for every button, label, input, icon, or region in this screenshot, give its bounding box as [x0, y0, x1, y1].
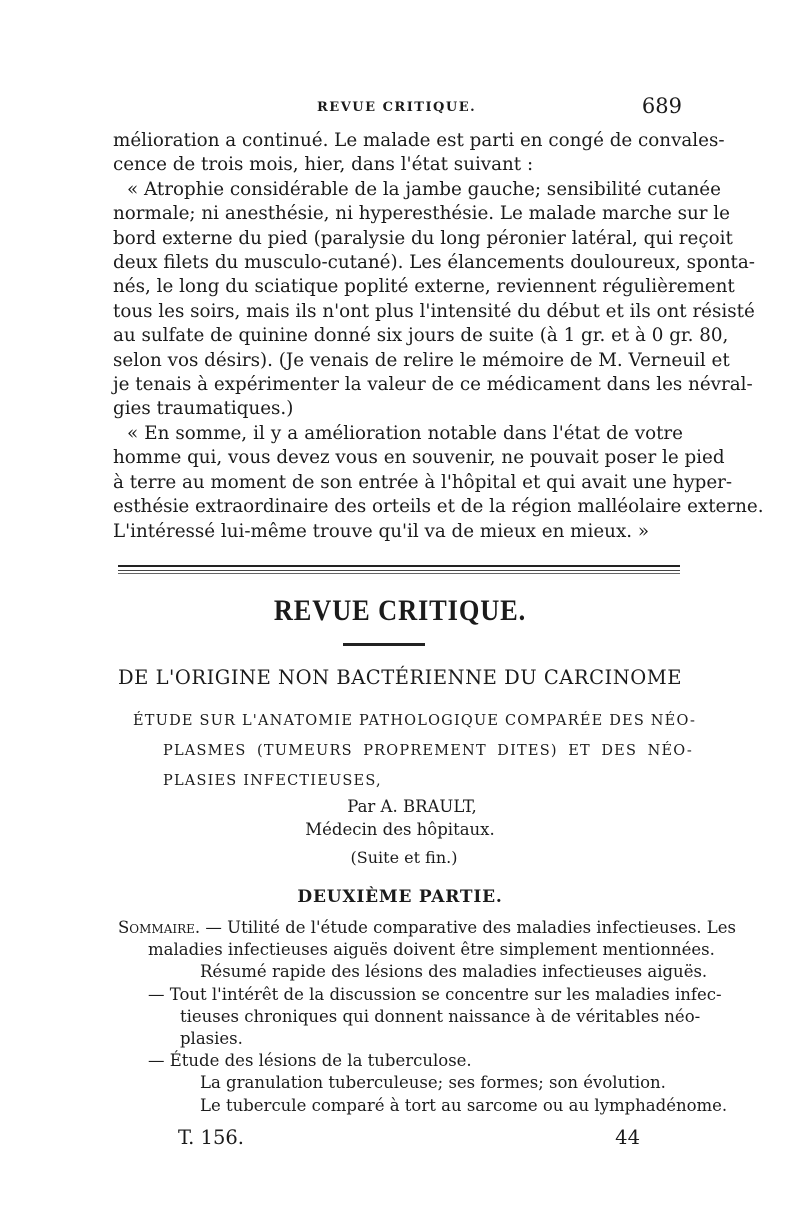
text-line: au sulfate de quinine donné six jours de suite (à 1 gr. et à 0 gr. 80,	[113, 325, 729, 347]
intro-text	[113, 129, 764, 544]
summary-line: — Étude des lésions de la tuberculose.	[148, 1051, 472, 1071]
summary-line: — Tout l'intérêt de la discussion se concentre sur les maladies infec-	[148, 984, 722, 1004]
subtitle-line: ÉTUDE SUR L'ANATOMIE PATHOLOGIQUE COMPARÉE DES NÉO-	[133, 713, 697, 729]
part-title: DEUXIÈME PARTIE.	[297, 887, 503, 907]
author: Par A. BRAULT,	[347, 797, 477, 816]
article-title: DE L'ORIGINE NON BACTÉRIENNE DU CARCINOME	[118, 666, 682, 689]
summary-line: La granulation tuberculeuse; ses formes; son évolution.	[200, 1073, 666, 1093]
text-line: normale; ni anesthésie, ni hyperesthésie. Le malade marche sur le	[113, 203, 730, 225]
text-line: deux filets du musculo-cutané). Les élancements douloureux, sponta-	[113, 252, 755, 274]
page-number: 689	[641, 94, 682, 118]
page-header	[110, 94, 682, 122]
subtitle-line: PLASMES (TUMEURS PROPREMENT DITES) ET DES NÉO-	[163, 743, 693, 759]
text-line: je tenais à expérimenter la valeur de ce médicament dans les névral-	[113, 374, 753, 396]
text-line: mélioration a continué. Le malade est parti en congé de convales-	[113, 130, 725, 151]
continuation-note: (Suite et fin.)	[350, 848, 458, 867]
section-title: REVUE CRITIQUE.	[273, 594, 527, 627]
text-line: « En somme, il y a amélioration notable dans l'état de votre	[127, 422, 683, 444]
text-line: nés, le long du sciatique poplité externe, reviennent régulièrement	[113, 276, 735, 298]
summary-line: plasies.	[180, 1029, 243, 1049]
text-line: tous les soirs, mais ils n'ont plus l'intensité du début et ils ont résisté	[113, 300, 755, 322]
summary	[118, 917, 736, 1117]
text-line: homme qui, vous devez vous en souvenir, ne pouvait poser le pied	[113, 447, 725, 469]
summary-line: tieuses chroniques qui donnent naissance à de véritables néo-	[180, 1006, 701, 1026]
summary-line: Le tubercule comparé à tort au sarcome ou au lymphadénome.	[200, 1095, 728, 1115]
section-divider	[118, 565, 680, 574]
text-line: cence de trois mois, hier, dans l'état suivant :	[113, 154, 534, 176]
text-line: esthésie extraordinaire des orteils et de la région malléolaire externe.	[113, 496, 764, 518]
text-line: à terre au moment de son entrée à l'hôpital et qui avait une hyper-	[113, 471, 733, 493]
text-line: gies traumatiques.)	[113, 398, 294, 420]
summary-label: Sommaire.	[118, 918, 201, 937]
title-underline	[343, 643, 425, 646]
paragraph	[113, 422, 764, 544]
text-line: bord externe du pied (paralysie du long péronier latéral, qui reçoit	[113, 227, 733, 249]
paragraph	[113, 178, 755, 422]
volume-signature: T. 156.	[178, 1126, 244, 1149]
summary-line: maladies infectieuses aiguës doivent être simplement mentionnées.	[148, 940, 715, 960]
author-role: Médecin des hôpitaux.	[305, 820, 495, 839]
summary-lead: — Utilité de l'étude comparative des maladies infectieuses. Les	[200, 918, 736, 937]
sheet-number: 44	[615, 1126, 640, 1149]
paragraph	[113, 129, 725, 178]
article-subtitle	[133, 706, 697, 796]
text-line: L'intéressé lui-même trouve qu'il va de mieux en mieux. »	[113, 520, 650, 542]
text-line: « Atrophie considérable de la jambe gauche; sensibilité cutanée	[127, 178, 721, 200]
subtitle-line: PLASIES INFECTIEUSES,	[163, 773, 382, 789]
summary-line: Résumé rapide des lésions des maladies infectieuses aiguës.	[200, 962, 708, 982]
summary-line	[118, 917, 736, 939]
text-line: selon vos désirs). (Je venais de relire le mémoire de M. Verneuil et	[113, 349, 730, 371]
running-title: REVUE CRITIQUE.	[317, 100, 477, 115]
